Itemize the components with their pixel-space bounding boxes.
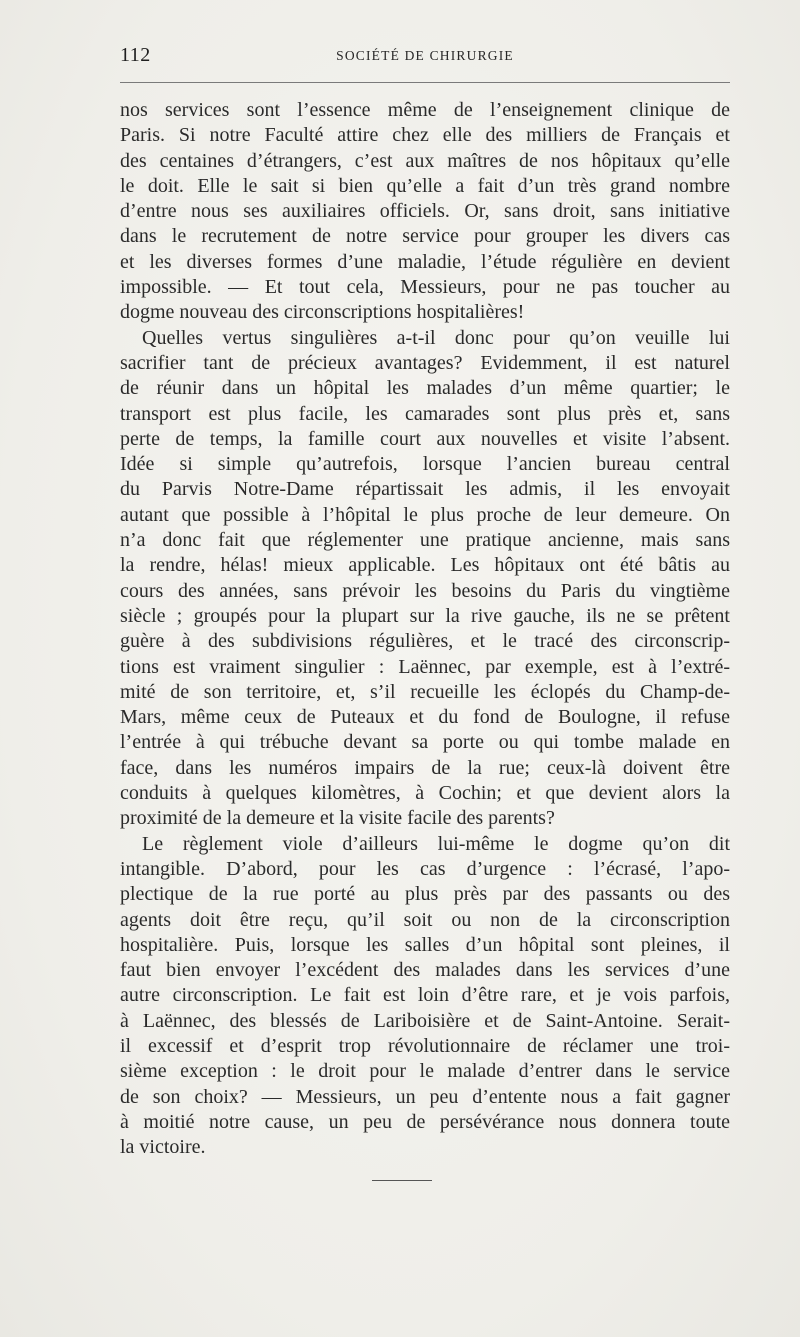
body-text <box>120 98 730 1160</box>
text-line: à moitié notre cause, un peu de persévérance nous donnera toute <box>120 1110 730 1133</box>
text-line: mité de son territoire, et, s’il recueille les éclopés du Champ-de- <box>120 680 730 703</box>
text-line: des centaines d’étrangers, c’est aux maîtres de nos hôpitaux qu’elle <box>120 149 730 172</box>
text-line: Quelles vertus singulières a-t-il donc pour qu’on veuille lui <box>142 326 730 349</box>
page-header <box>120 44 730 74</box>
running-head: SOCIÉTÉ DE CHIRURGIE <box>336 48 514 63</box>
text-line: sième exception : le droit pour le malade d’entrer dans le service <box>120 1060 730 1083</box>
text-line: face, dans les numéros impairs de la rue; ceux-là doivent être <box>120 756 730 779</box>
text-line: plectique de la rue porté au plus près par des passants ou des <box>120 883 730 906</box>
text-line: proximité de la demeure et la visite facile des parents? <box>120 807 555 830</box>
text-line: et les diverses formes d’une maladie, l’étude régulière en devient <box>120 250 730 273</box>
text-line: agents doit être reçu, qu’il soit ou non de la circonscription <box>120 908 730 931</box>
text-line: d’entre nous ses auxiliaires officiels. Or, sans droit, sans initiative <box>120 200 730 223</box>
text-line: faut bien envoyer l’excédent des malades dans les services d’une <box>120 959 730 982</box>
text-line: sacrifier tant de précieux avantages? Evidemment, il est naturel <box>120 351 730 374</box>
text-line: il excessif et d’esprit trop révolutionnaire de réclamer une troi- <box>120 1034 730 1057</box>
text-line: Paris. Si notre Faculté attire chez elle des milliers de Français et <box>120 124 730 147</box>
page-number: 112 <box>120 44 151 66</box>
text-line: impossible. — Et tout cela, Messieurs, pour ne pas toucher au <box>120 276 730 299</box>
text-line: n’a donc fait que réglementer une pratique ancienne, mais sans <box>120 529 730 552</box>
text-line: de réunir dans un hôpital les malades d’un même quartier; le <box>120 377 730 400</box>
text-line: nos services sont l’essence même de l’enseignement clinique de <box>120 99 730 121</box>
text-line: conduits à quelques kilomètres, à Cochin; et que devient alors la <box>120 782 730 805</box>
text-line: perte de temps, la famille court aux nouvelles et visite l’absent. <box>120 427 730 450</box>
text-line: intangible. D’abord, pour les cas d’urgence : l’écrasé, l’apo- <box>120 857 730 880</box>
text-line: dans le recrutement de notre service pour grouper les divers cas <box>120 225 730 248</box>
text-line: Le règlement viole d’ailleurs lui-même le dogme qu’on dit <box>142 832 730 855</box>
text-line: la rendre, hélas! mieux applicable. Les hôpitaux ont été bâtis au <box>120 554 730 577</box>
text-line: la victoire. <box>120 1136 206 1159</box>
text-line: du Parvis Notre-Dame répartissait les admis, il les envoyait <box>120 478 730 501</box>
end-rule <box>372 1180 432 1181</box>
text-line: autre circonscription. Le fait est loin d’être rare, et je vois parfois, <box>120 984 730 1007</box>
text-line: guère à des subdivisions régulières, et le tracé des circonscrip- <box>120 630 730 653</box>
text-line: autant que possible à l’hôpital le plus proche de leur demeure. On <box>120 503 730 526</box>
text-line: le doit. Elle le sait si bien qu’elle a fait d’un très grand nombre <box>120 174 730 197</box>
text-line: l’entrée à qui trébuche devant sa porte ou qui tombe malade en <box>120 731 730 754</box>
text-line: tions est vraiment singulier : Laënnec, par exemple, est à l’extré- <box>120 655 730 678</box>
text-line: dogme nouveau des circonscriptions hospitalières! <box>120 301 525 324</box>
text-line: transport est plus facile, les camarades sont plus près et, sans <box>120 402 730 425</box>
header-rule <box>120 82 730 83</box>
text-line: de son choix? — Messieurs, un peu d’entente nous a fait gagner <box>120 1085 730 1108</box>
text-line: Mars, même ceux de Puteaux et du fond de Boulogne, il refuse <box>120 706 730 729</box>
text-line: hospitalière. Puis, lorsque les salles d’un hôpital sont pleines, il <box>120 933 730 956</box>
text-line: cours des années, sans prévoir les besoins du Paris du vingtième <box>120 579 730 602</box>
text-line: siècle ; groupés pour la plupart sur la rive gauche, ils ne se prêtent <box>120 604 730 627</box>
text-line: à Laënnec, des blessés de Lariboisière et de Saint-Antoine. Serait- <box>120 1009 730 1032</box>
text-line: Idée si simple qu’autrefois, lorsque l’ancien bureau central <box>120 453 730 476</box>
